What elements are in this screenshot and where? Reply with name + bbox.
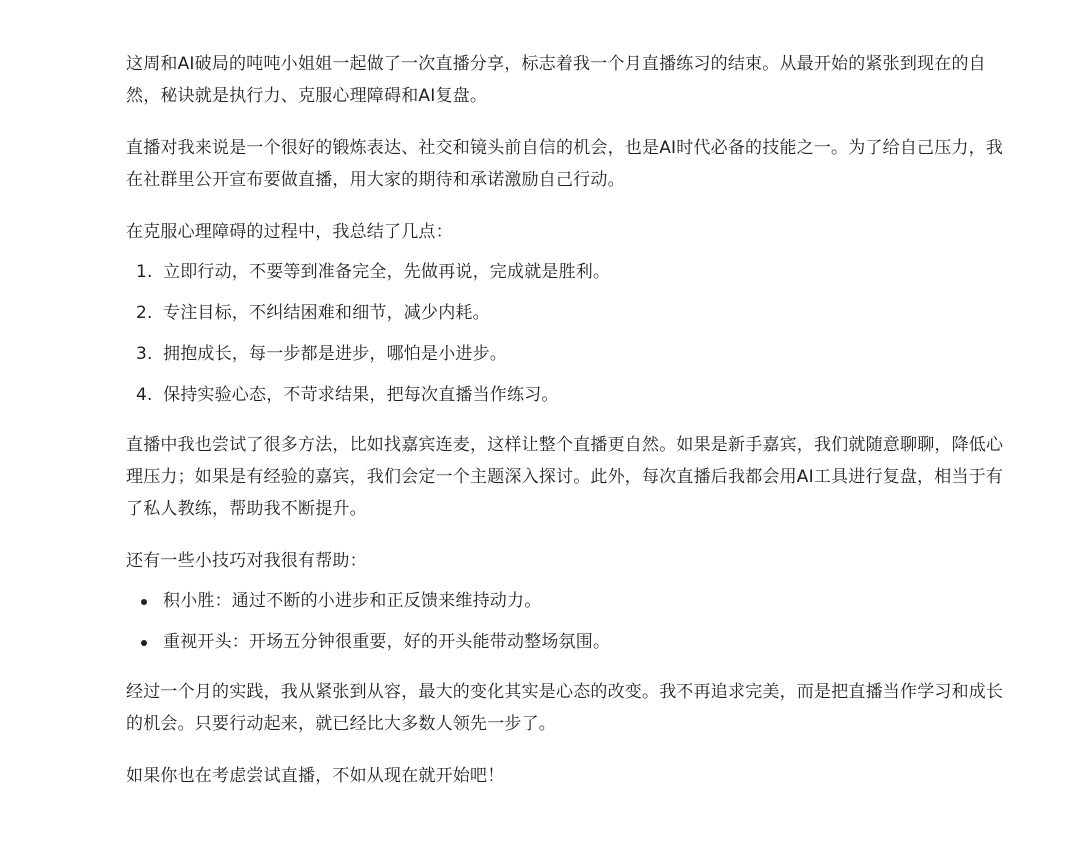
- paragraph-tips-intro: 还有一些小技巧对我很有帮助：: [126, 551, 367, 571]
- paragraph-closing: 如果你也在考虑尝试直播，不如从现在就开始吧！: [126, 766, 505, 786]
- list-number: 4.: [136, 385, 153, 405]
- paragraph-intro: 这周和AI破局的吨吨小姐姐一起做了一次直播分享，标志着我一个月直播练习的结束。从最开始的紧张到现在的自然，秘诀就是执行力、克服心理障碍和AI复盘。: [126, 54, 986, 106]
- list-item: [126, 585, 1006, 617]
- list-item: [126, 626, 1006, 658]
- bullet-icon: [126, 585, 163, 617]
- list-item-text: 积小胜：通过不断的小进步和正反馈来维持动力。: [163, 591, 542, 611]
- list-item-text: 保持实验心态，不苛求结果，把每次直播当作练习。: [163, 385, 559, 405]
- list-number: 2.: [136, 303, 153, 323]
- paragraph-motivation: 直播对我来说是一个很好的锻炼表达、社交和镜头前自信的机会，也是AI时代必备的技能之一。为了给自己压力，我在社群里公开宣布要做直播，用大家的期待和承诺激励自己行动。: [126, 138, 1004, 190]
- list-number: 1.: [136, 262, 153, 282]
- paragraph-reflection: 经过一个月的实践，我从紧张到从容，最大的变化其实是心态的改变。我不再追求完美，而是把直播当作学习和成长的机会。只要行动起来，就已经比大多数人领先一步了。: [126, 682, 1004, 734]
- list-item-text: 重视开头：开场五分钟很重要，好的开头能带动整场氛围。: [163, 632, 611, 652]
- list-item: [126, 338, 1006, 370]
- numbered-list: [126, 256, 1006, 411]
- list-item-text: 立即行动，不要等到准备完全，先做再说，完成就是胜利。: [163, 262, 611, 282]
- bullet-icon: [126, 626, 163, 658]
- list-item-text: 专注目标，不纠结困难和细节，减少内耗。: [163, 303, 490, 323]
- bullet-list: [126, 585, 1006, 658]
- paragraph-methods: 直播中我也尝试了很多方法，比如找嘉宾连麦，这样让整个直播更自然。如果是新手嘉宾，我们就随意聊聊，降低心理压力；如果是有经验的嘉宾，我们会定一个主题深入探讨。此外，每次直播后我都会用AI工具进行复盘，相当于有了私人教练，帮助我不断提升。: [126, 435, 1004, 519]
- article-body: [126, 48, 1006, 812]
- list-item-text: 拥抱成长，每一步都是进步，哪怕是小进步。: [163, 344, 507, 364]
- paragraph-list-intro: 在克服心理障碍的过程中，我总结了几点：: [126, 222, 453, 242]
- list-number: 3.: [136, 344, 153, 364]
- list-item: [126, 256, 1006, 288]
- list-item: [126, 297, 1006, 329]
- list-item: [126, 379, 1006, 411]
